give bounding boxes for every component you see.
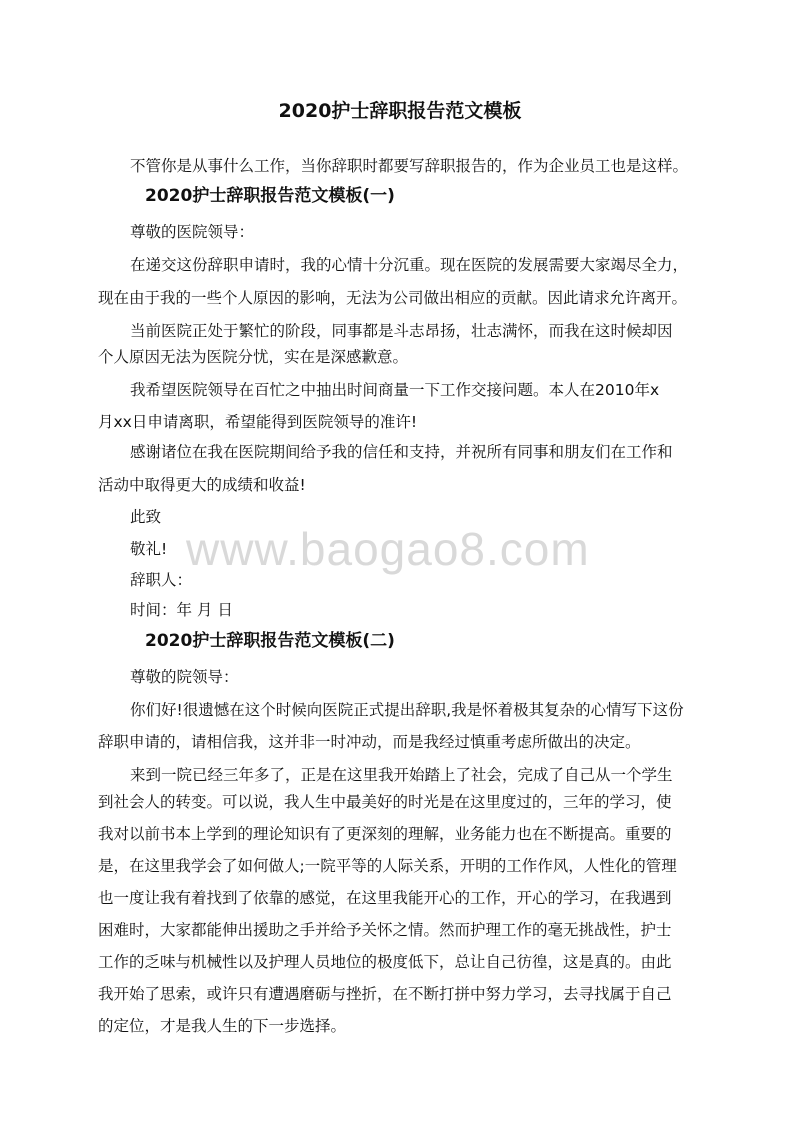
closing-line: 此致: [130, 508, 162, 526]
body-line: 我开始了思索，或许只有遭遇磨砺与挫折，在不断打拼中努力学习，去寻找属于自己: [98, 985, 672, 1003]
body-line: 来到一院已经三年多了，正是在这里我开始踏上了社会，完成了自己从一个学生: [130, 766, 673, 784]
signature-line: 辞职人：: [130, 571, 193, 589]
body-line: 现在由于我的一些个人原因的影响，无法为公司做出相应的贡献。因此请求允许离开。: [98, 289, 688, 307]
closing-line: 敬礼!: [130, 540, 168, 558]
section-heading-2: 2020护士辞职报告范文模板(二): [145, 631, 395, 651]
body-line: 困难时，大家都能伸出援助之手并给予关怀之情。然而护理工作的毫无挑战性，护士: [98, 921, 672, 939]
date-line: 时间：年 月 日: [130, 601, 233, 619]
body-line: 我对以前书本上学到的理论知识有了更深刻的理解，业务能力也在不断提高。重要的: [98, 825, 672, 843]
watermark: www.baogao8.com: [186, 523, 590, 575]
salutation-1: 尊敬的医院领导：: [130, 223, 255, 241]
body-line: 的定位，才是我人生的下一步选择。: [98, 1017, 347, 1035]
body-line: 个人原因无法为医院分忧，实在是深感歉意。: [98, 348, 409, 366]
body-line: 月xx日申请离职，希望能得到医院领导的准许!: [98, 413, 418, 431]
body-line: 我希望医院领导在百忙之中抽出时间商量一下工作交接问题。本人在2010年x: [130, 381, 660, 399]
body-line: 你们好!很遗憾在这个时候向医院正式提出辞职,我是怀着极其复杂的心情写下这份: [130, 701, 684, 719]
body-line: 是，在这里我学会了如何做人;一院平等的人际关系，开明的工作作风，人性化的管理: [98, 857, 677, 875]
document-title: 2020护士辞职报告范文模板: [278, 100, 522, 122]
body-line: 工作的乏味与机械性以及护理人员地位的极度低下，总让自己彷徨，这是真的。由此: [98, 953, 672, 971]
intro-paragraph: 不管你是从事什么工作，当你辞职时都要写辞职报告的，作为企业员工也是这样。: [130, 157, 689, 175]
body-line: 当前医院正处于繁忙的阶段，同事都是斗志昂扬，壮志满怀，而我在这时候却因: [130, 322, 673, 340]
body-line: 到社会人的转变。可以说，我人生中最美好的时光是在这里度过的，三年的学习，使: [98, 793, 672, 811]
body-line: 在递交这份辞职申请时，我的心情十分沉重。现在医院的发展需要大家竭尽全力，: [130, 256, 689, 274]
salutation-2: 尊敬的院领导：: [130, 668, 239, 686]
section-heading-1: 2020护士辞职报告范文模板(一): [145, 186, 395, 206]
body-line: 辞职申请的，请相信我，这并非一时冲动，而是我经过慎重考虑所做出的决定。: [98, 733, 641, 751]
body-line: 也一度让我有着找到了依靠的感觉，在这里我能开心的工作，开心的学习，在我遇到: [98, 889, 672, 907]
body-line: 感谢诸位在我在医院期间给予我的信任和支持，并祝所有同事和朋友们在工作和: [130, 443, 673, 461]
body-line: 活动中取得更大的成绩和收益!: [98, 476, 306, 494]
